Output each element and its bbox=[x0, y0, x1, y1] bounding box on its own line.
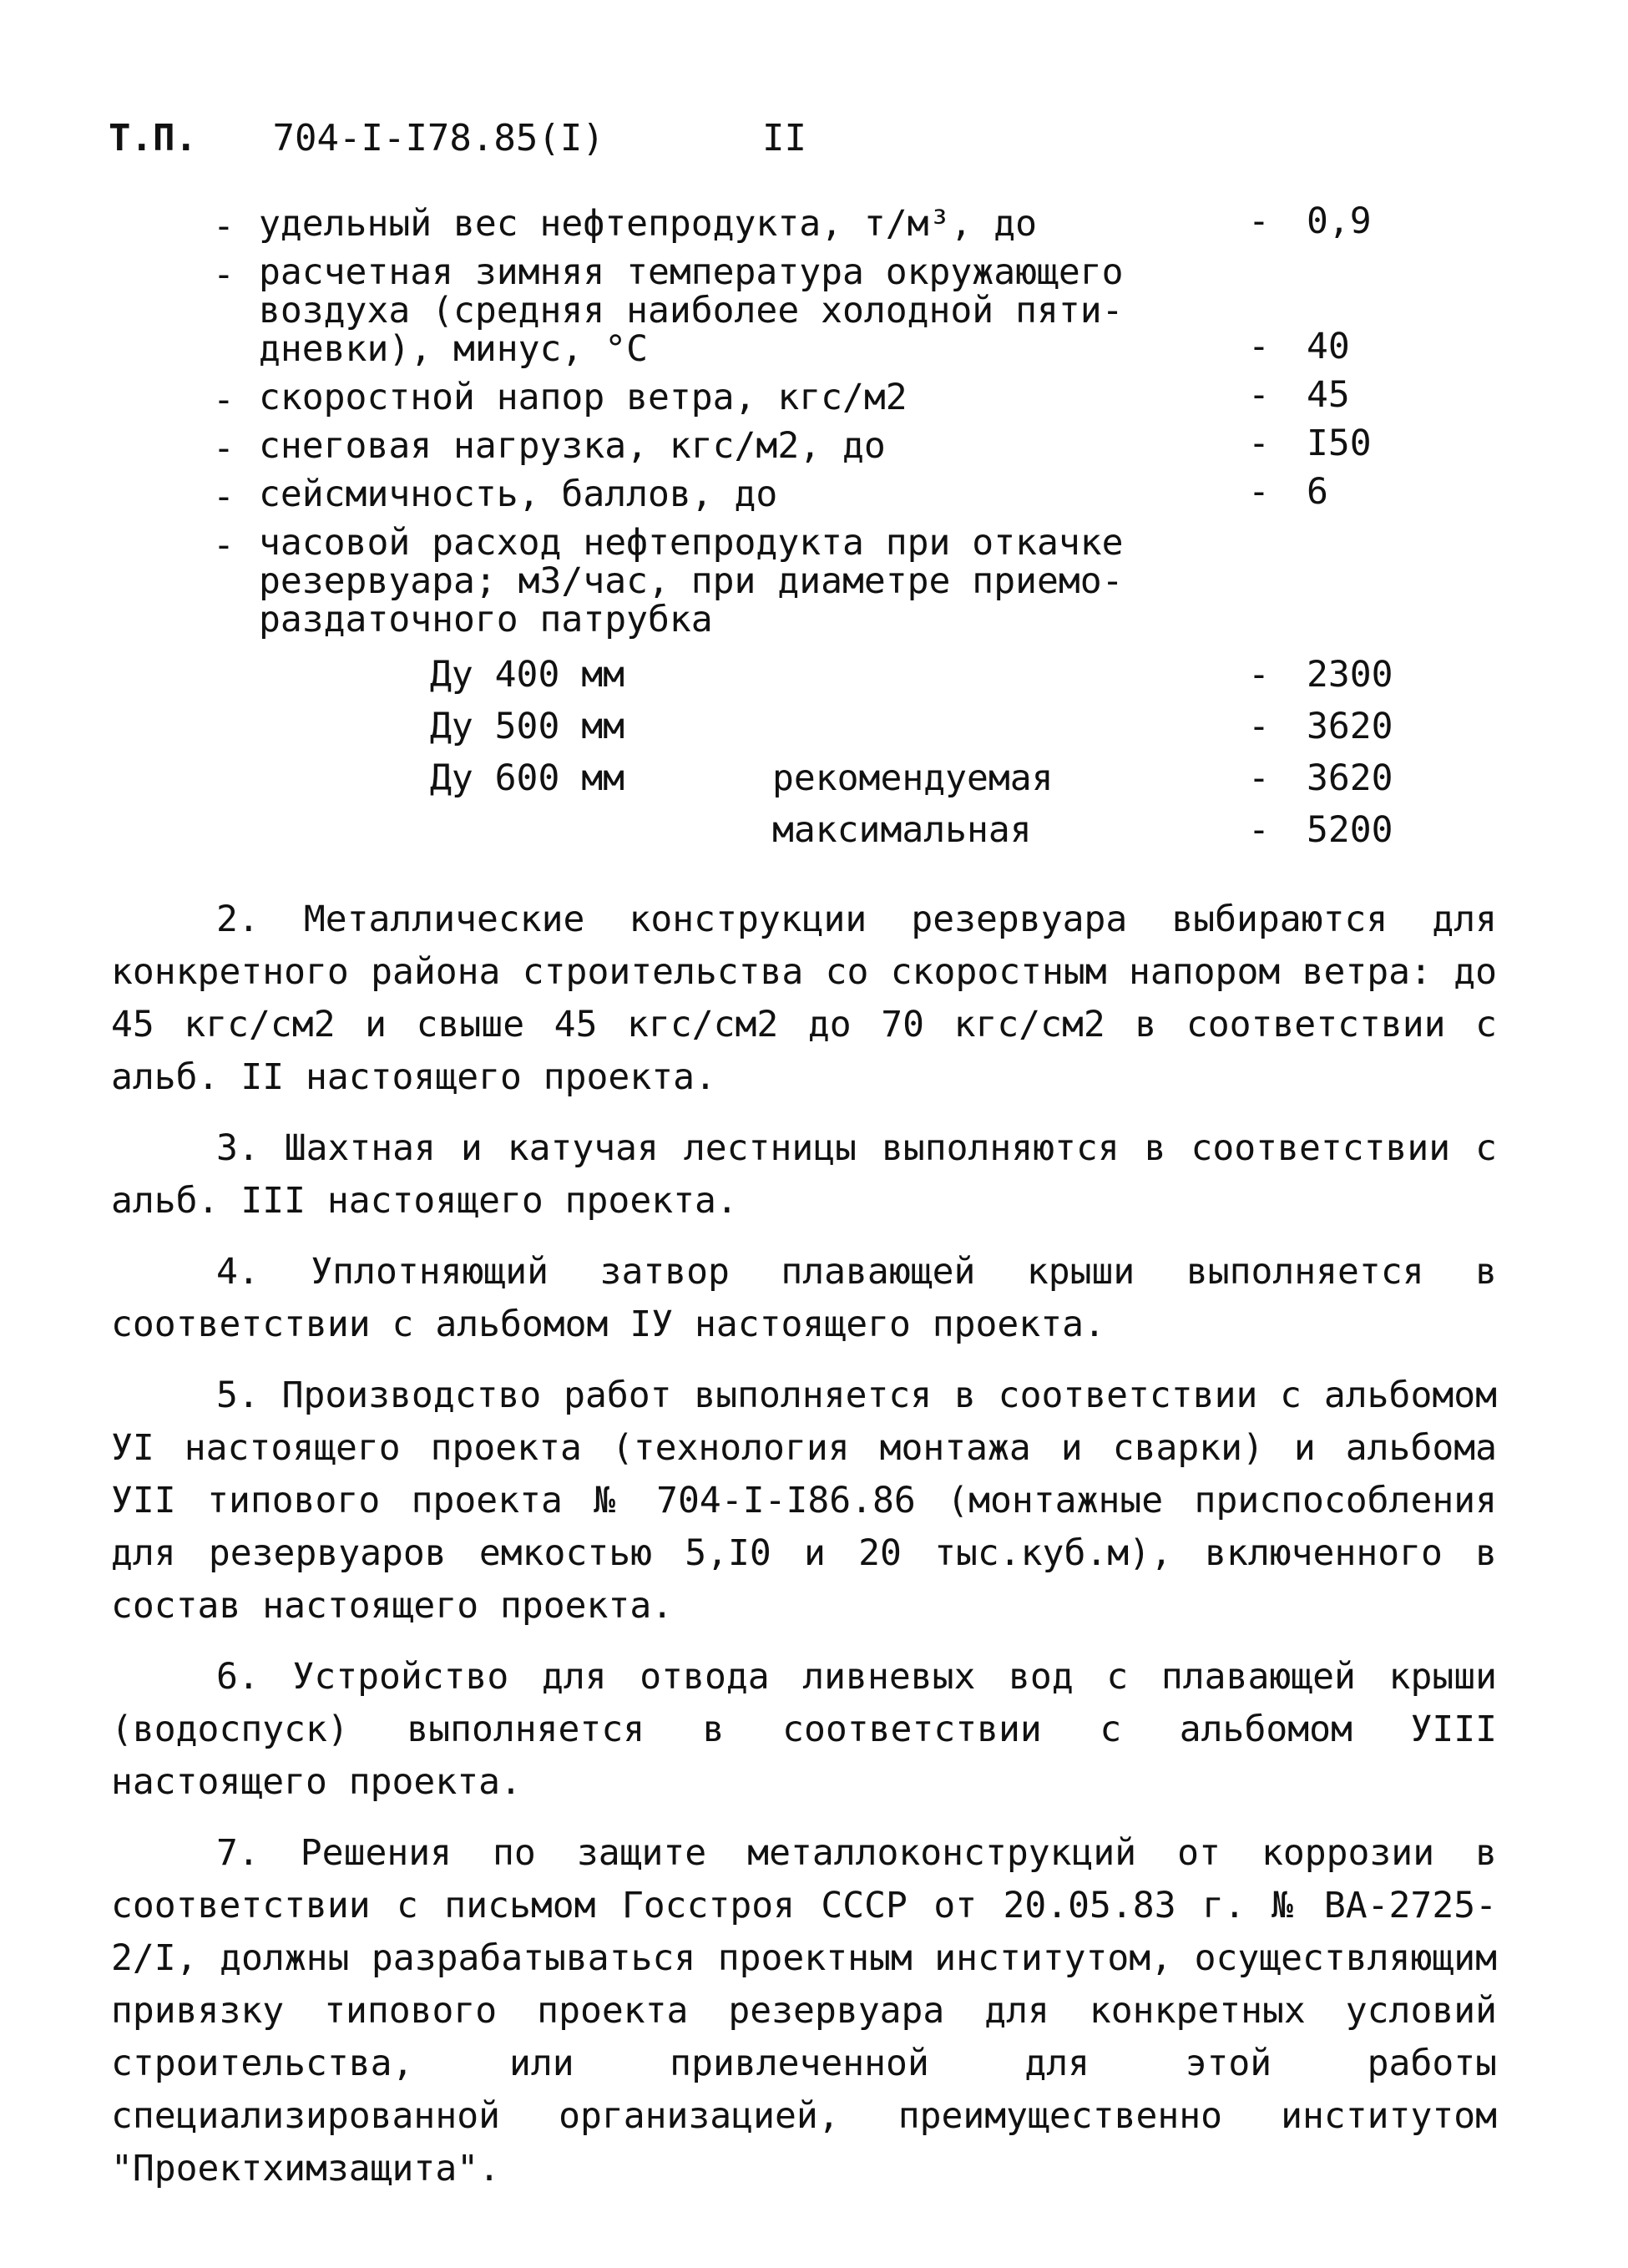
parameter-text: расчетная зимняя температура окружающего воздуха (средняя наиболее холодной пяти- дневки), минус, °С bbox=[259, 251, 1124, 370]
parameter-text: скоростной напор ветра, кгс/м2 bbox=[259, 377, 908, 418]
diameter-row bbox=[213, 804, 1449, 856]
value-number: 3620 bbox=[1307, 706, 1393, 747]
page-header bbox=[109, 117, 806, 159]
diameter-row bbox=[213, 649, 1449, 701]
list-dash: - bbox=[213, 476, 235, 518]
series-label: Т.П. bbox=[109, 117, 197, 159]
parameter-text: сейсмичность, баллов, до bbox=[259, 473, 778, 515]
project-code: 704-I-I78.85(I) bbox=[272, 117, 604, 159]
page-number: II bbox=[762, 117, 806, 159]
diameter-value bbox=[1248, 752, 1449, 804]
value-dash: - bbox=[1248, 809, 1270, 851]
parameter-value bbox=[1248, 422, 1449, 465]
value-dash: - bbox=[1248, 423, 1270, 464]
parameter-value bbox=[1248, 373, 1449, 417]
diameter-note: максимальная bbox=[772, 809, 1032, 851]
value-dash: - bbox=[1248, 374, 1270, 416]
diameter-label: Ду 400 мм bbox=[430, 654, 624, 696]
parameter-value bbox=[1248, 325, 1449, 368]
value-dash: - bbox=[1248, 326, 1270, 367]
paragraph-4: 4. Уплотняющий затвор плавающей крыши выполняется в соответствии с альбомом IУ настоящего проекта. bbox=[111, 1251, 1497, 1345]
paragraph-5: 5. Производство работ выполняется в соответствии с альбомом УI настоящего проекта (технология монтажа и сварки) и альбома УII типового проекта № 704-I-I86.86 (монтажные приспособления для резервуаров емкостью 5,I0 и 20 тыс.куб.м), включенного в состав настоящего проекта. bbox=[111, 1374, 1497, 1627]
parameter-text: удельный вес нефтепродукта, т/м³, до bbox=[259, 203, 1037, 245]
value-number: 45 bbox=[1307, 374, 1350, 416]
diameter-value bbox=[1248, 804, 1449, 856]
value-dash: - bbox=[1248, 654, 1270, 696]
parameter-item bbox=[213, 374, 1449, 421]
parameter-list bbox=[213, 200, 1449, 856]
value-dash: - bbox=[1248, 706, 1270, 747]
diameter-label: Ду 600 мм bbox=[430, 757, 624, 799]
value-dash: - bbox=[1248, 200, 1270, 242]
value-number: 3620 bbox=[1307, 757, 1393, 799]
parameter-item bbox=[213, 253, 1449, 368]
numbered-paragraphs bbox=[111, 894, 1497, 2214]
parameter-text: часовой расход нефтепродукта при откачке резервуара; м3/час, при диаметре приемо- раздаточного патрубка bbox=[259, 522, 1124, 640]
diameter-value bbox=[1248, 649, 1449, 701]
paragraph-2: 2. Металлические конструкции резервуара выбираются для конкретного района строительства со скоростным напором ветра: до 45 кгс/см2 и свыше 45 кгс/см2 до 70 кгс/см2 в соответствии с альб. II настоящего проекта. bbox=[111, 899, 1497, 1098]
paragraph-6: 6. Устройство для отвода ливневых вод с плавающей крыши (водоспуск) выполняется в соответствии с альбомом УIII настоящего проекта. bbox=[111, 1656, 1497, 1803]
paragraph-7: 7. Решения по защите металлоконструкций от коррозии в соответствии с письмом Госстроя СССР от 20.05.83 г. № ВА-2725-2/I, должны разрабатываться проектным институтом, осуществляющим привязку типового проекта резервуара для конкретных условий строительства, или привлеченной для этой работы специализированной организацией, преимущественно институтом "Проектхимзащита". bbox=[111, 1832, 1497, 2190]
parameter-item bbox=[213, 200, 1449, 247]
list-dash: - bbox=[213, 205, 235, 247]
parameter-item bbox=[213, 423, 1449, 469]
value-number: 6 bbox=[1307, 471, 1328, 513]
value-number: 2300 bbox=[1307, 654, 1393, 696]
list-dash: - bbox=[213, 428, 235, 469]
value-number: 40 bbox=[1307, 326, 1350, 367]
diameter-row bbox=[213, 701, 1449, 752]
diameter-row bbox=[213, 752, 1449, 804]
diameter-label: Ду 500 мм bbox=[430, 706, 624, 747]
diameter-note: рекомендуемая bbox=[772, 757, 1054, 799]
diameter-value bbox=[1248, 701, 1449, 752]
parameter-item bbox=[213, 471, 1449, 518]
list-dash: - bbox=[213, 254, 235, 296]
list-dash: - bbox=[213, 379, 235, 421]
paragraph-3: 3. Шахтная и катучая лестницы выполняются в соответствии с альб. III настоящего проекта. bbox=[111, 1127, 1497, 1222]
value-dash: - bbox=[1248, 471, 1270, 513]
value-number: I50 bbox=[1307, 423, 1372, 464]
value-number: 5200 bbox=[1307, 809, 1393, 851]
parameter-value bbox=[1248, 200, 1449, 243]
value-dash: - bbox=[1248, 757, 1270, 799]
parameter-value bbox=[1248, 470, 1449, 514]
parameter-item bbox=[213, 524, 1449, 639]
parameter-text: снеговая нагрузка, кгс/м2, до bbox=[259, 425, 886, 467]
value-number: 0,9 bbox=[1307, 200, 1372, 242]
list-dash: - bbox=[213, 524, 235, 566]
